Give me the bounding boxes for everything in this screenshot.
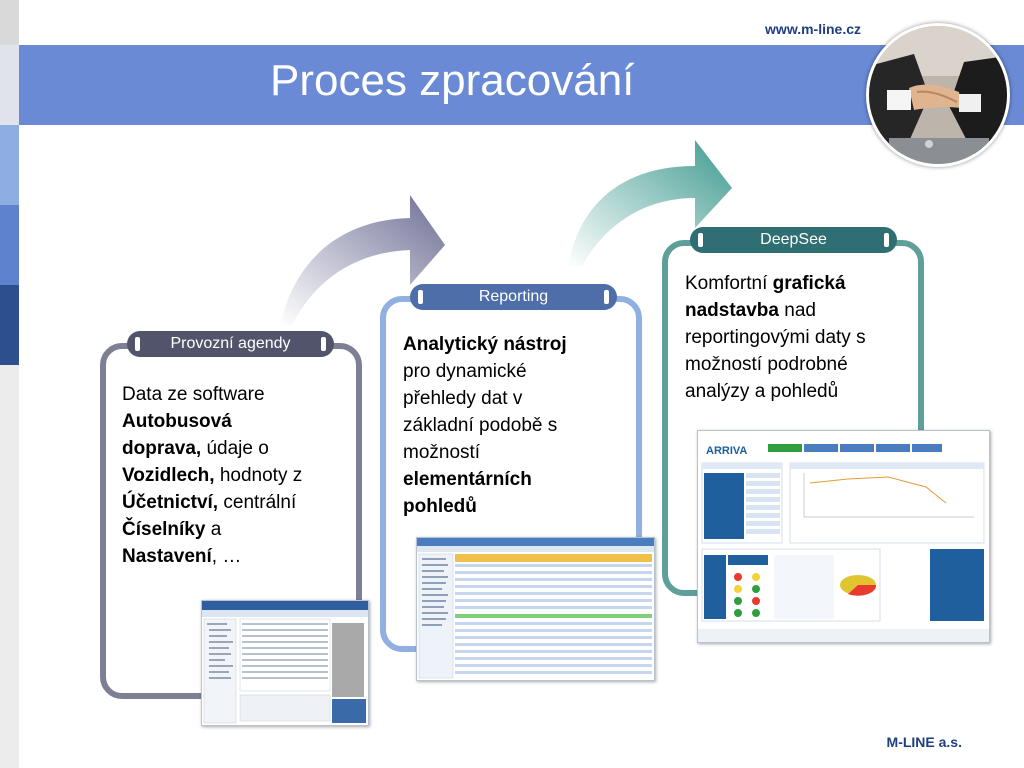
text: možností [403, 442, 481, 463]
screenshot-deepsee [697, 430, 990, 643]
side-strip [0, 0, 19, 768]
card-text-line [403, 466, 633, 493]
text: údaje o [201, 438, 269, 459]
card-text-line [685, 297, 917, 324]
card-description [685, 270, 917, 405]
card-label-provozni-agendy [127, 331, 334, 357]
page-title: Proces zpracování [270, 56, 635, 105]
card-label-reporting [410, 284, 617, 310]
card-text-line [403, 412, 633, 439]
text: pro dynamické [403, 361, 527, 382]
side-strip-segment [0, 125, 19, 205]
card-text-line [122, 543, 352, 570]
bold-text: doprava, [122, 438, 202, 459]
bold-text: Autobusová [122, 411, 232, 432]
text: možností podrobné [685, 354, 848, 375]
text: reportingovými daty s [685, 327, 866, 348]
pill-nub-left [698, 233, 703, 247]
card-text-line [122, 516, 352, 543]
side-strip-segment [0, 205, 19, 285]
screenshot-provozni [201, 600, 369, 726]
text: a [205, 519, 222, 540]
header-url[interactable]: www.m-line.cz [765, 21, 861, 37]
card-label-text: Provozní agendy [170, 335, 291, 352]
bold-text: Číselníky [122, 519, 206, 540]
text: centrální [218, 492, 297, 513]
card-label-deepsee [690, 227, 897, 253]
text: Komfortní [685, 273, 773, 294]
pill-nub-right [604, 290, 609, 304]
text: analýzy a pohledů [685, 381, 839, 402]
bold-text: grafická [772, 273, 846, 294]
pill-nub-right [884, 233, 889, 247]
bold-text: nadstavba [685, 300, 779, 321]
card-description [122, 381, 352, 570]
card-text-line [685, 378, 917, 405]
card-text-line [685, 351, 917, 378]
card-label-text: DeepSee [760, 231, 827, 248]
bold-text: elementárních [403, 469, 532, 490]
side-strip-segment [0, 0, 19, 45]
bold-text: pohledů [403, 496, 477, 517]
card-text-line [403, 331, 633, 358]
text: , … [211, 546, 242, 567]
pill-nub-left [135, 337, 140, 351]
card-text-line [122, 408, 352, 435]
side-strip-segment [0, 45, 19, 125]
card-text-line [403, 385, 633, 412]
screenshot-reporting [416, 537, 655, 681]
text: přehledy dat v [403, 388, 523, 409]
card-label-text: Reporting [478, 288, 549, 305]
card-text-line [122, 462, 352, 489]
bold-text: Vozidlech, [122, 465, 215, 486]
card-description [403, 331, 633, 520]
card-text-line [685, 324, 917, 351]
bold-text: Nastavení [122, 546, 212, 567]
bold-text: Analytický nástroj [403, 334, 567, 355]
pill-nub-left [418, 290, 423, 304]
footer-company: M-LINE a.s. [886, 734, 962, 750]
card-text-line [122, 381, 352, 408]
card-text-line [122, 435, 352, 462]
text: nad [778, 300, 816, 321]
bold-text: Účetnictví, [122, 492, 219, 513]
pill-nub-right [321, 337, 326, 351]
text: Data ze software [122, 384, 265, 405]
card-text-line [685, 270, 917, 297]
side-strip-segment [0, 285, 19, 365]
card-text-line [403, 493, 633, 520]
card-text-line [122, 489, 352, 516]
card-text-line [403, 439, 633, 466]
text: hodnoty z [214, 465, 303, 486]
card-text-line [403, 358, 633, 385]
arriva-logo: ARRIVA [706, 445, 748, 457]
text: základní podobě s [403, 415, 558, 436]
handshake-photo [866, 23, 1010, 167]
